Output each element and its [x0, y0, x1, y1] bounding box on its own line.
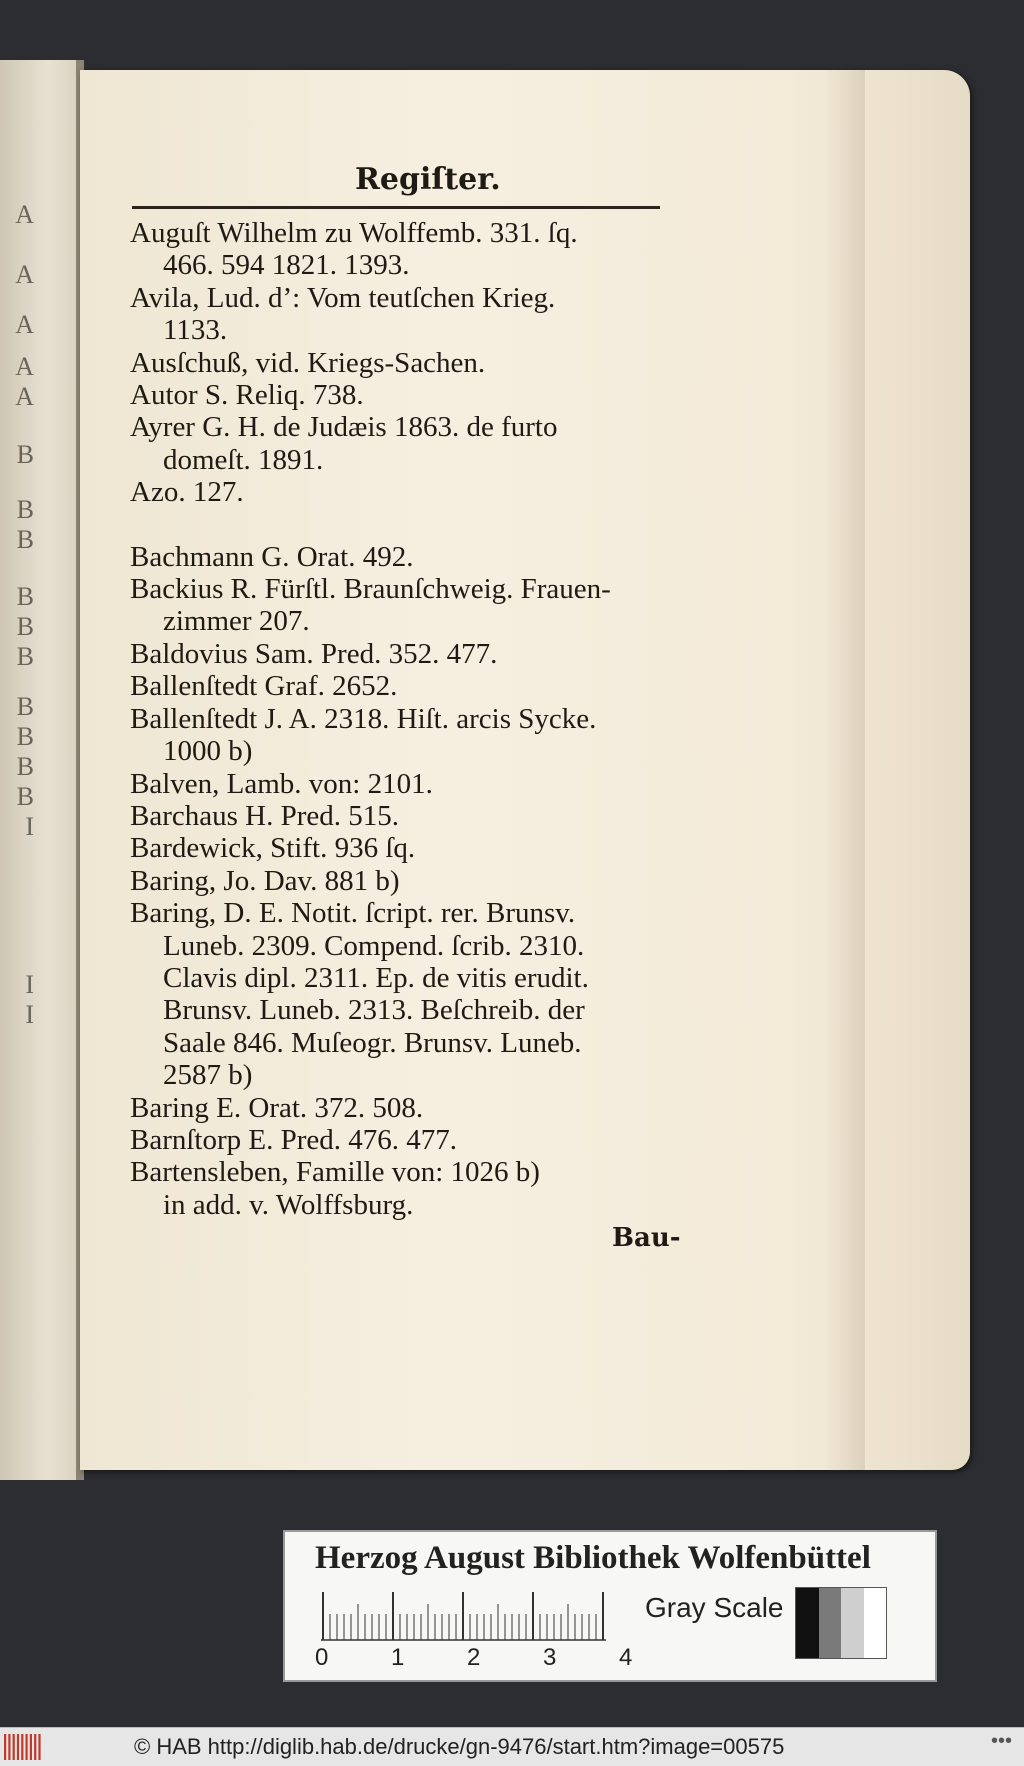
logo-bar	[13, 1734, 15, 1760]
register-entry	[130, 347, 690, 379]
gray-swatch	[841, 1588, 864, 1658]
entry-headword-line: Ballenſtedt Graf. 2652.	[130, 670, 398, 703]
entry-headword-line: Ausſchuß, vid. Kriegs-Sachen.	[130, 346, 486, 379]
facing-page-letter: B	[16, 525, 34, 554]
entry-continuation-line: domeſt. 1891.	[163, 443, 324, 476]
register-entry	[130, 670, 690, 702]
logo-bar	[17, 1734, 19, 1760]
register-entries	[130, 217, 690, 1221]
entry-headword-line: Auguſt Wilhelm zu Wolffemb. 331. ſq.	[130, 217, 578, 249]
entry-headword-line: Balven, Lamb. von: 2101.	[130, 767, 433, 800]
entry-headword-line: Bardewick, Stift. 936 ſq.	[130, 832, 416, 865]
header-rule	[132, 206, 660, 209]
hab-logo-icon	[4, 1734, 44, 1760]
ruler-scale	[321, 1590, 611, 1642]
register-entry	[130, 1092, 690, 1124]
entry-headword-line: Barnſtorp E. Pred. 476. 477.	[130, 1123, 458, 1156]
entry-headword-line: Bartensleben, Famille von: 1026 b)	[130, 1156, 540, 1189]
entry-headword-line: Baring, D. E. Notit. ſcript. rer. Brunsv.	[130, 897, 576, 930]
logo-bar	[8, 1734, 10, 1760]
facing-page-letter: I	[25, 812, 34, 841]
page-fold-shadow	[825, 70, 865, 1470]
facing-page-letter: I	[25, 970, 34, 999]
gray-scale-label: Gray Scale	[645, 1592, 784, 1623]
entry-headword-line: Ballenſtedt J. A. 2318. Hiſt. arcis Sycke.	[130, 702, 597, 735]
facing-page-letter: B	[16, 495, 34, 524]
facing-page-letter: A	[15, 310, 34, 339]
section-gap	[130, 509, 690, 541]
library-name: Herzog August Bibliothek Wolfenbüttel	[315, 1540, 871, 1576]
register-entry	[130, 897, 690, 1091]
color-reference-card	[283, 1530, 937, 1682]
logo-bar	[34, 1734, 36, 1760]
entry-continuation-line: 466. 594 1821. 1393.	[163, 249, 410, 282]
facing-page-letter: B	[16, 582, 34, 611]
ruler-number: 3	[543, 1644, 557, 1671]
entry-headword-line: Baldovius Sam. Pred. 352. 477.	[130, 637, 498, 670]
entry-headword-line: Backius R. Fürſtl. Braunſchweig. Frauen-	[130, 573, 611, 606]
register-entry	[130, 573, 690, 638]
facing-page-letter: B	[16, 782, 34, 811]
entry-headword-line: Avila, Lud. d’: Vom teutſchen Krieg.	[130, 281, 556, 314]
logo-bar	[26, 1734, 28, 1760]
entry-headword-line: Barchaus H. Pred. 515.	[130, 799, 400, 832]
logo-bar	[30, 1734, 32, 1760]
facing-page-letter: B	[16, 752, 34, 781]
logo-bar	[4, 1734, 6, 1760]
entry-headword-line: Azo. 127.	[130, 476, 244, 509]
register-entry	[130, 379, 690, 411]
facing-page-letter: A	[15, 200, 34, 229]
facing-page-letter: B	[16, 612, 34, 641]
register-entry	[130, 638, 690, 670]
ruler-number: 4	[619, 1644, 633, 1671]
entry-continuation-line: 1000 b)	[163, 735, 253, 768]
facing-page-letter: B	[16, 722, 34, 751]
register-entry	[130, 800, 690, 832]
entry-continuation-line: 2587 b)	[163, 1059, 253, 1092]
register-entry	[130, 865, 690, 897]
entry-continuation-line: Saale 846. Muſeogr. Brunsv. Luneb.	[163, 1026, 582, 1059]
ruler-number: 1	[391, 1644, 405, 1671]
register-entry	[130, 217, 690, 282]
register-entry	[130, 476, 690, 508]
facing-page-edge	[0, 60, 80, 1480]
viewer-footer	[0, 1727, 1024, 1766]
entry-headword-line: Baring, Jo. Dav. 881 b)	[130, 864, 400, 897]
gray-swatches	[795, 1587, 887, 1659]
facing-page-letter: A	[15, 352, 34, 381]
entry-headword-line: Bachmann G. Orat. 492.	[130, 540, 414, 573]
more-options-icon[interactable]: •••	[990, 1730, 1012, 1752]
register-entry	[130, 282, 690, 347]
entry-headword-line: Baring E. Orat. 372. 508.	[130, 1091, 424, 1124]
entry-continuation-line: Brunsv. Luneb. 2313. Beſchreib. der	[163, 994, 585, 1027]
entry-continuation-line: 1133.	[163, 314, 228, 347]
facing-page-letter: B	[16, 642, 34, 671]
ruler-numbers	[315, 1644, 635, 1674]
page-header: Regiſter.	[355, 162, 501, 197]
register-entry	[130, 541, 690, 573]
gray-swatch	[864, 1588, 887, 1658]
catchword: Bau-	[612, 1223, 681, 1253]
facing-page-letter: B	[16, 440, 34, 469]
facing-page-letter: B	[16, 692, 34, 721]
logo-bar	[21, 1734, 23, 1760]
entry-headword-line: Ayrer G. H. de Judæis 1863. de furto	[130, 411, 558, 444]
copyright-url[interactable]: © HAB http://diglib.hab.de/drucke/gn-9476/start.htm?image=00575	[134, 1734, 785, 1759]
register-entry	[130, 1124, 690, 1156]
register-entry	[130, 703, 690, 768]
entry-continuation-line: Clavis dipl. 2311. Ep. de vitis erudit.	[163, 961, 589, 994]
facing-page-letter: A	[15, 260, 34, 289]
ruler-number: 2	[467, 1644, 481, 1671]
facing-page-letter: A	[15, 382, 34, 411]
logo-bar	[38, 1734, 40, 1760]
register-entry	[130, 832, 690, 864]
gray-swatch	[819, 1588, 842, 1658]
gray-swatch	[796, 1588, 819, 1658]
register-entry	[130, 768, 690, 800]
entry-continuation-line: in add. v. Wolffsburg.	[163, 1188, 414, 1221]
entry-continuation-line: Luneb. 2309. Compend. ſcrib. 2310.	[163, 929, 585, 962]
register-entry	[130, 411, 690, 476]
ruler-number: 0	[315, 1644, 329, 1671]
entry-headword-line: Autor S. Reliq. 738.	[130, 379, 364, 412]
facing-page-letter: I	[25, 1000, 34, 1029]
register-entry	[130, 1156, 690, 1221]
entry-continuation-line: zimmer 207.	[163, 605, 310, 638]
